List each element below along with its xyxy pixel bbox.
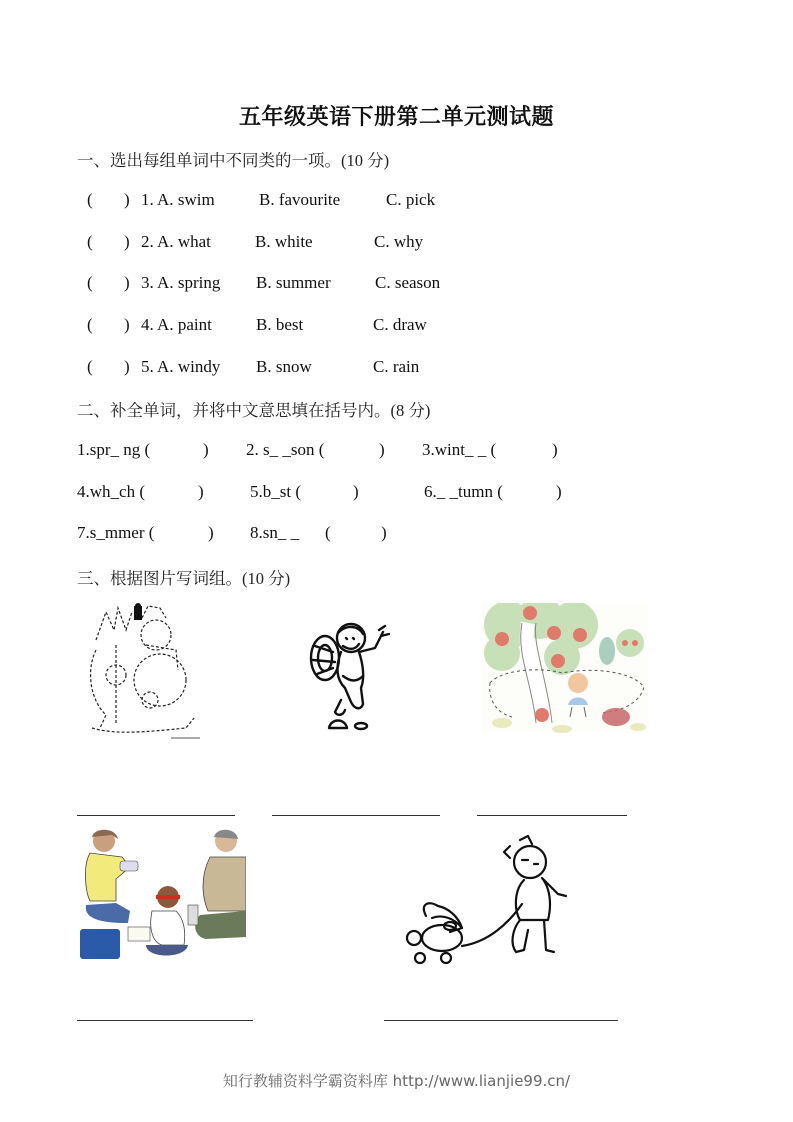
question-3-option-b: B. summer: [256, 273, 331, 292]
answer-line-4[interactable]: [77, 1020, 253, 1021]
question-1-option-c: C. pick: [386, 190, 436, 209]
answer-bracket-close: ): [124, 232, 130, 251]
answer-line-2[interactable]: [272, 815, 440, 816]
question-4-option-b: B. best: [256, 315, 304, 334]
question-4-option-a: 4. A. paint: [141, 315, 212, 334]
footer-watermark: 知行教辅资料学霸资料库 http://www.lianjie99.cn/: [222, 1072, 571, 1090]
fill-word-4-close: ): [198, 482, 204, 501]
fill-word-1-close: ): [203, 440, 209, 459]
fill-word-5: 5.b_st (: [250, 482, 301, 501]
page-title: 五年级英语下册第二单元测试题: [238, 105, 554, 130]
question-2-option-a: 2. A. what: [141, 232, 211, 251]
girl-walking-rabbit-picture: [398, 834, 582, 974]
snowman-picture: [86, 600, 202, 742]
fill-word-3-close: ): [552, 440, 558, 459]
fill-word-7-close: ): [208, 523, 214, 542]
section-3-title: 三、根据图片写词组。: [77, 569, 242, 588]
fill-word-8: 8.sn_ _: [250, 523, 300, 542]
question-5-option-c: C. rain: [373, 357, 420, 376]
answer-bracket-open: (: [87, 190, 93, 209]
answer-bracket-open: (: [87, 357, 93, 376]
answer-bracket-open: (: [87, 273, 93, 292]
question-2-option-b: B. white: [255, 232, 313, 251]
answer-bracket-close: ): [124, 273, 130, 292]
question-1-option-b: B. favourite: [259, 190, 341, 209]
family-picnic-picture: [76, 827, 246, 967]
apple-picking-picture: [482, 603, 648, 733]
fill-word-1: 1.spr_ ng (: [77, 440, 151, 459]
answer-bracket-open: (: [87, 232, 93, 251]
question-3-option-c: C. season: [375, 273, 441, 292]
answer-line-3[interactable]: [477, 815, 627, 816]
section-2-title: 二、补全单词，并将中文意思填在括号内。: [77, 401, 391, 420]
fill-word-2-close: ): [379, 440, 385, 459]
fill-word-8-open: (: [325, 523, 331, 542]
section-1-points: (10 分): [341, 151, 390, 170]
fill-word-6: 6._ _tumn (: [424, 482, 503, 501]
section-3-points: (10 分): [242, 569, 291, 588]
question-4-option-c: C. draw: [373, 315, 427, 334]
answer-bracket-close: ): [124, 357, 130, 376]
section-2-points: (8 分): [390, 401, 431, 420]
question-1-option-a: 1. A. swim: [141, 190, 215, 209]
swimming-boy-picture: [305, 618, 395, 736]
fill-word-3: 3.wint_ _ (: [422, 440, 497, 459]
section-2-heading: [77, 397, 430, 421]
answer-bracket-close: ): [124, 315, 130, 334]
question-3-option-a: 3. A. spring: [141, 273, 221, 292]
question-2-option-c: C. why: [374, 232, 424, 251]
answer-line-5[interactable]: [384, 1020, 618, 1021]
fill-word-4: 4.wh_ch (: [77, 482, 145, 501]
fill-word-2: 2. s_ _son (: [246, 440, 325, 459]
fill-word-5-close: ): [353, 482, 359, 501]
section-1-title: 一、选出每组单词中不同类的一项。: [77, 151, 341, 170]
section-3-heading: [77, 565, 290, 589]
answer-line-1[interactable]: [77, 815, 235, 816]
answer-bracket-open: (: [87, 315, 93, 334]
section-1-heading: [77, 147, 389, 171]
answer-bracket-close: ): [124, 190, 130, 209]
question-5-option-b: B. snow: [256, 357, 312, 376]
fill-word-6-close: ): [556, 482, 562, 501]
question-5-option-a: 5. A. windy: [141, 357, 221, 376]
fill-word-8-close: ): [381, 523, 387, 542]
fill-word-7: 7.s_mmer (: [77, 523, 155, 542]
